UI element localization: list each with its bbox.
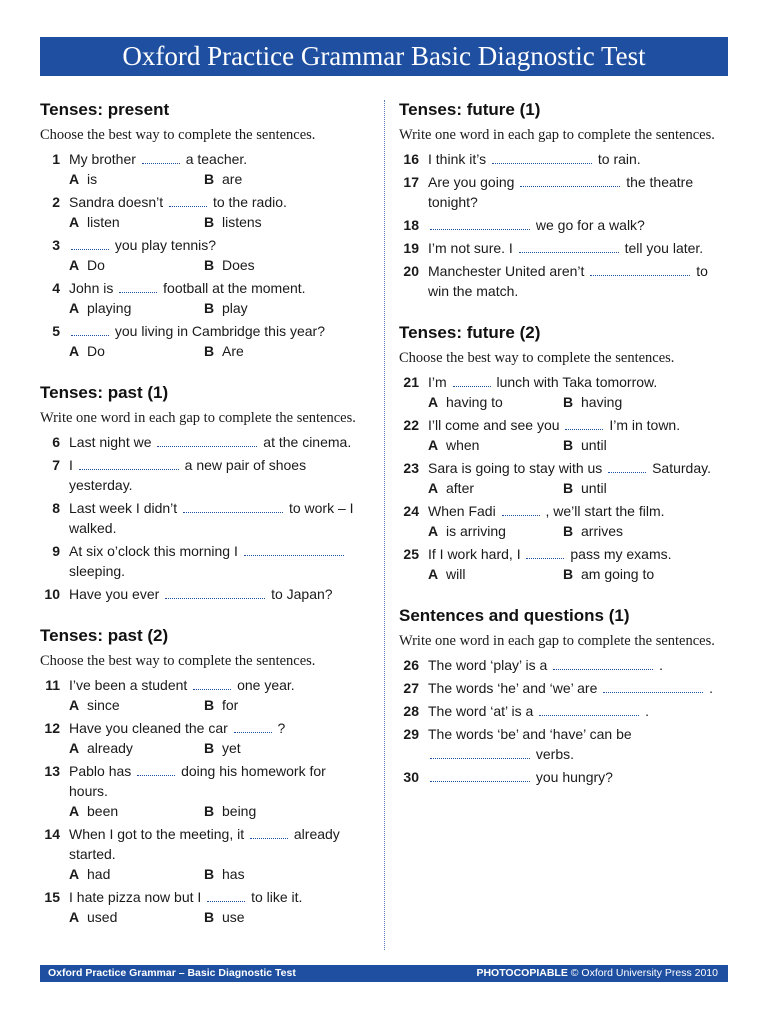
option-a[interactable]: A having to [428,394,503,410]
question-18 [399,215,724,235]
question-text-before: John is [69,280,114,296]
option-b[interactable]: B until [563,480,607,496]
question-text-after: at the cinema. [263,434,352,450]
question-number: 27 [403,680,419,696]
option-a[interactable]: A Do [69,343,105,359]
question-text-before: Sara is going to stay with us [428,460,603,476]
option-b[interactable]: B Are [204,343,244,359]
answer-blank[interactable] [183,500,283,513]
question-text-after: to the radio. [212,194,287,210]
section-tenses-future-2 [399,323,724,584]
question-number: 3 [52,237,60,253]
question-20 [399,261,724,301]
question-number: 5 [52,323,60,339]
question-text-after: we go for a walk? [535,217,645,233]
question-7 [40,455,360,495]
question-11 [40,675,360,715]
question-text-after: a new pair of shoes yesterday. [69,457,307,493]
answer-blank[interactable] [142,151,180,164]
question-4 [40,278,360,318]
section-title: Tenses: present [40,100,170,119]
answer-blank[interactable] [492,151,592,164]
question-text-after: doing his homework for hours. [69,763,326,799]
question-text-after: , we’ll start the film. [545,503,665,519]
page-footer [40,965,728,982]
section-tenses-past-2 [40,626,360,927]
question-text-after: football at the moment. [163,280,306,296]
option-a[interactable]: A used [69,909,118,925]
question-text-before: When I got to the meeting, it [69,826,245,842]
question-3 [40,235,360,275]
question-15 [40,887,360,927]
question-text-after: verbs. [535,746,575,762]
question-text-after: a teacher. [185,151,248,167]
question-text-after: you hungry? [535,769,613,785]
section-instruction: Write one word in each gap to complete the sentences. [40,410,356,426]
option-b[interactable]: B listens [204,214,262,230]
question-text-before: Pablo has [69,763,132,779]
answer-blank[interactable] [207,889,245,902]
question-number: 14 [44,826,60,842]
answer-blank[interactable] [165,586,265,599]
question-number: 2 [52,194,60,210]
question-number: 28 [403,703,419,719]
answer-blank[interactable] [430,769,530,782]
question-number: 9 [52,543,60,559]
answer-blank[interactable] [502,503,540,516]
option-a[interactable]: A is [69,171,98,187]
question-number: 4 [52,280,60,296]
column-divider [384,100,385,950]
option-b[interactable]: B has [204,866,245,882]
answer-blank[interactable] [565,417,603,430]
answer-blank[interactable] [137,763,175,776]
question-27 [399,678,724,698]
option-b[interactable]: B arrives [563,523,624,539]
answer-blank[interactable] [603,680,703,693]
question-text-after: tell you later. [624,240,704,256]
question-number: 16 [403,151,419,167]
option-a[interactable]: A when [428,437,480,453]
option-a[interactable]: A since [69,697,120,713]
option-a[interactable]: A is arriving [428,523,506,539]
question-text-after: pass my exams. [570,546,672,562]
question-number: 12 [44,720,60,736]
question-text-before: At six o’clock this morning I [69,543,238,559]
question-text-after: you living in Cambridge this year? [114,323,325,339]
question-9 [40,541,360,581]
question-text-after: ? [277,720,286,736]
option-a[interactable]: A playing [69,300,132,316]
question-text-after: one year. [237,677,295,693]
question-text-after: to work – I walked. [69,500,354,536]
answer-blank[interactable] [520,174,620,187]
question-text-before: Have you ever [69,586,160,602]
question-12 [40,718,360,758]
question-13 [40,761,360,821]
answer-blank[interactable] [169,194,207,207]
question-text-after: sleeping. [69,563,126,579]
question-number: 21 [403,374,419,390]
question-24 [399,501,724,541]
section-instruction: Write one word in each gap to complete the sentences. [399,633,715,649]
question-number: 26 [403,657,419,673]
question-text-after: Saturday. [652,460,711,476]
option-a[interactable]: A after [428,480,475,496]
question-number: 7 [52,457,60,473]
answer-blank[interactable] [430,746,530,759]
question-26 [399,655,724,675]
question-text-after: to like it. [251,889,303,905]
question-28 [399,701,724,721]
question-text-after: . [709,680,714,696]
section-title: Tenses: past (1) [40,383,169,402]
question-text-before: I’ve been a student [69,677,188,693]
option-b[interactable]: B yet [204,740,241,756]
question-number: 11 [45,677,60,693]
question-text-after: . [659,657,663,673]
answer-blank[interactable] [526,546,564,559]
question-text-after: to rain. [597,151,641,167]
question-number: 30 [403,769,419,785]
question-text-before: Have you cleaned the car [69,720,228,736]
question-22 [399,415,724,455]
question-number: 10 [44,586,60,602]
question-number: 22 [403,417,419,433]
question-number: 6 [52,434,60,450]
question-number: 13 [44,763,60,779]
question-text-before: I’m not sure. I [428,240,513,256]
question-number: 1 [52,151,60,167]
answer-blank[interactable] [119,280,157,293]
option-b[interactable]: B use [204,909,245,925]
answer-blank[interactable] [193,677,231,690]
section-title: Tenses: future (2) [399,323,541,342]
left-column [40,100,360,949]
answer-blank[interactable] [519,240,619,253]
section-title: Tenses: past (2) [40,626,169,645]
question-text-before: When Fadi [428,503,496,519]
question-16 [399,149,724,169]
option-a[interactable]: A already [69,740,133,756]
question-25 [399,544,724,584]
option-b[interactable]: B Does [204,257,255,273]
section-title: Tenses: future (1) [399,100,541,119]
question-19 [399,238,724,258]
right-column [399,100,724,809]
question-text-before: I think it’s [428,151,487,167]
question-10 [40,584,360,604]
question-number: 24 [403,503,419,519]
photocopiable-label: PHOTOCOPIABLE [476,967,568,979]
question-text-before: I’ll come and see you [428,417,560,433]
option-b[interactable]: B having [563,394,623,410]
section-tenses-present [40,100,360,361]
section-tenses-future-1 [399,100,724,301]
question-text-before: The words ‘be’ and ‘have’ can be [428,726,632,742]
question-number: 8 [52,500,60,516]
option-b[interactable]: B are [204,171,243,187]
question-text-before: My brother [69,151,136,167]
question-30 [399,767,724,787]
question-text-before: I hate pizza now but I [69,889,202,905]
option-b[interactable]: B for [204,697,239,713]
answer-blank[interactable] [234,720,272,733]
question-text-before: If I work hard, I [428,546,521,562]
question-17 [399,172,724,212]
answer-blank[interactable] [590,263,690,276]
question-text-before: Manchester United aren’t [428,263,585,279]
footer-title: Oxford Practice Grammar – Basic Diagnostic Test [48,967,296,979]
answer-blank[interactable] [71,323,109,336]
question-text-after: already started. [69,826,340,862]
copyright-text: © Oxford University Press 2010 [570,967,718,979]
option-b[interactable]: B until [563,437,607,453]
question-text-before: I [69,457,73,473]
answer-blank[interactable] [539,703,639,716]
question-number: 20 [403,263,419,279]
question-8 [40,498,360,538]
section-title: Sentences and questions (1) [399,606,630,625]
option-a[interactable]: A will [428,566,466,582]
question-29 [399,724,724,764]
question-number: 18 [403,217,419,233]
answer-blank[interactable] [157,434,257,447]
question-text-after: . [645,703,649,719]
option-a[interactable]: A had [69,866,111,882]
question-23 [399,458,724,498]
section-instruction: Choose the best way to complete the sentences. [40,653,316,669]
answer-blank[interactable] [608,460,646,473]
question-number: 19 [403,240,419,256]
question-number: 17 [403,174,419,190]
question-number: 23 [403,460,419,476]
question-text-after: you play tennis? [114,237,217,253]
question-text-before: I’m [428,374,447,390]
option-b[interactable]: B play [204,300,248,316]
question-1 [40,149,360,189]
option-b[interactable]: B being [204,803,257,819]
section-instruction: Write one word in each gap to complete the sentences. [399,127,715,143]
answer-blank[interactable] [71,237,109,250]
section-instruction: Choose the best way to complete the sentences. [399,350,675,366]
question-text-before: Last night we [69,434,152,450]
answer-blank[interactable] [553,657,653,670]
question-6 [40,432,360,452]
section-tenses-past-1 [40,383,360,604]
question-number: 29 [403,726,419,742]
question-number: 25 [403,546,419,562]
option-b[interactable]: B am going to [563,566,655,582]
answer-blank[interactable] [453,374,491,387]
option-a[interactable]: A Do [69,257,105,273]
page-title: Oxford Practice Grammar Basic Diagnostic Test [40,37,728,76]
question-21 [399,372,724,412]
question-text-before: The word ‘play’ is a [428,657,548,673]
answer-blank[interactable] [250,826,288,839]
question-text-before: Are you going [428,174,515,190]
question-text-after: I’m in town. [609,417,681,433]
answer-blank[interactable] [79,457,179,470]
question-text-before: The word ‘at’ is a [428,703,534,719]
answer-blank[interactable] [430,217,530,230]
question-text-after: to win the match. [428,263,708,299]
question-14 [40,824,360,884]
question-number: 15 [44,889,60,905]
section-instruction: Choose the best way to complete the sentences. [40,127,316,143]
question-text-before: The words ‘he’ and ‘we’ are [428,680,598,696]
answer-blank[interactable] [244,543,344,556]
section-sentences-questions-1 [399,606,724,787]
footer-copyright [476,965,718,982]
question-5 [40,321,360,361]
question-text-before: Last week I didn’t [69,500,178,516]
question-text-after: lunch with Taka tomorrow. [496,374,658,390]
question-text-after: the theatre tonight? [428,174,694,210]
option-a[interactable]: A listen [69,214,120,230]
option-a[interactable]: A been [69,803,119,819]
question-text-before: Sandra doesn’t [69,194,164,210]
question-2 [40,192,360,232]
question-text-after: to Japan? [271,586,333,602]
